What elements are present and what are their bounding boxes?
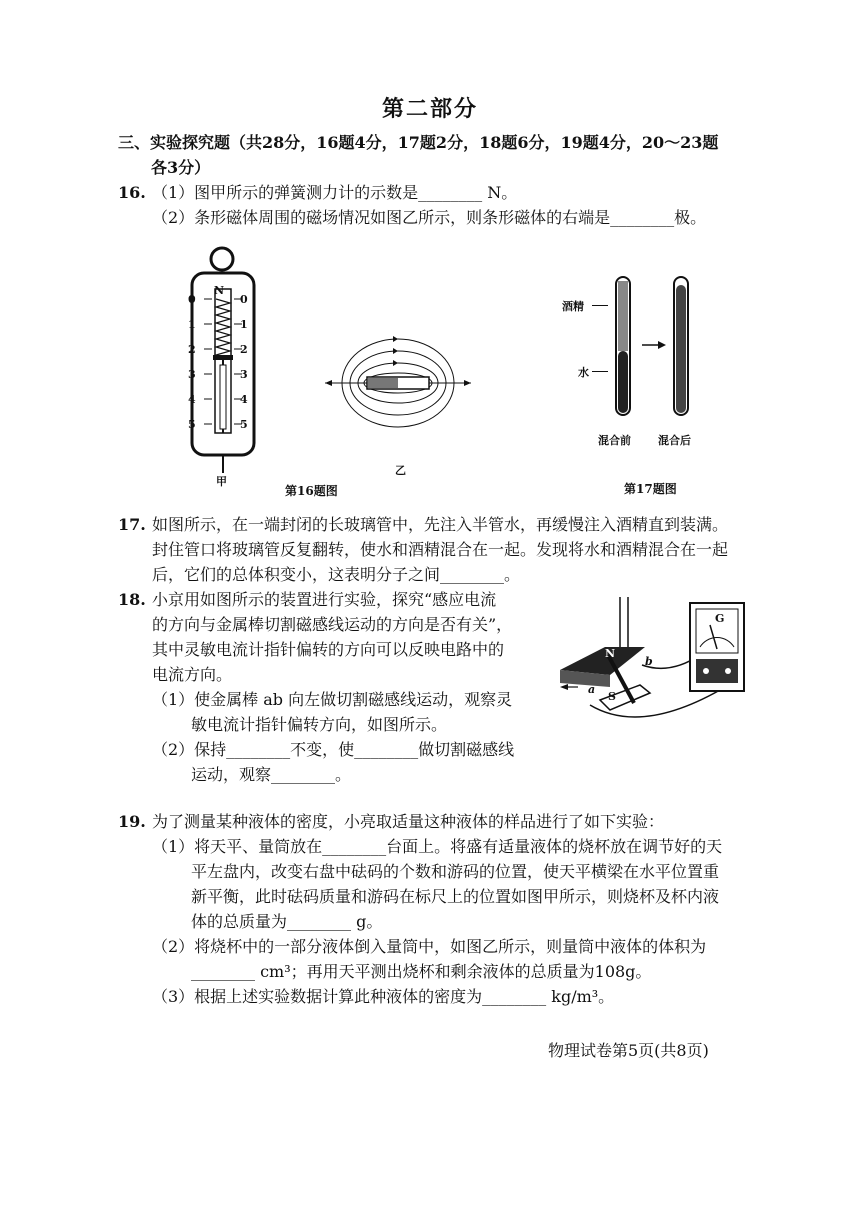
- figure-label-jia: 甲: [216, 475, 227, 488]
- q16-number: 16.: [118, 183, 146, 202]
- q19-part1-line4: 体的总质量为________ g。: [191, 912, 383, 931]
- scale-right-4: 4: [240, 393, 248, 406]
- q19-part1-line3: 新平衡，此时砝码质量和游码在标尺上的位置如图甲所示，则烧杯及杯内液: [191, 887, 720, 906]
- q18-line1: 小京用如图所示的装置进行实验，探究“感应电流: [152, 590, 497, 609]
- scale-right-0: 0: [240, 293, 248, 306]
- q19-number: 19.: [118, 812, 146, 831]
- q17-number: 17.: [118, 515, 146, 534]
- scale-left-4: 4: [188, 393, 196, 406]
- label-before: 混合前: [598, 434, 631, 447]
- q19-part1-line2: 平左盘内，改变右盘中砝码的个数和游码的位置，使天平横梁在水平位置重: [191, 862, 720, 881]
- magnet-N-label: N: [605, 647, 616, 660]
- q19-part2-line1: （2）将烧杯中的一部分液体倒入量筒中，如图乙所示，则量筒中液体的体积为: [152, 937, 707, 956]
- scale-left-5: 5: [188, 418, 196, 431]
- q19-part2-line2: ________ cm³；再用天平测出烧杯和剩余液体的总质量为108g。: [191, 962, 652, 981]
- q18-line2: 的方向与金属棒切割磁感线运动的方向是否有关”，: [152, 615, 513, 634]
- tubes-figure: [610, 275, 710, 425]
- q18-step1a: （1）使金属棒 ab 向左做切割磁感线运动，观察灵: [152, 690, 513, 709]
- q16-part1: （1）图甲所示的弹簧测力计的示数是________ N。: [152, 183, 518, 202]
- rod-end-a-label: a: [588, 683, 596, 696]
- label-water: 水: [578, 366, 589, 379]
- scale-right-5: 5: [240, 418, 248, 431]
- water-leader-line: [592, 371, 608, 372]
- page-title: 第二部分: [381, 96, 478, 122]
- q17-line3: 后，它们的总体积变小，这表明分子之间________。: [152, 565, 521, 584]
- q19-intro: 为了测量某种液体的密度，小亮取适量这种液体的样品进行了如下实验：: [152, 812, 665, 831]
- q18-line3: 其中灵敏电流计指针偏转的方向可以反映电路中的: [152, 640, 505, 659]
- scale-left-2: 2: [188, 343, 196, 356]
- q19-part3: （3）根据上述实验数据计算此种液体的密度为________ kg/m³。: [152, 987, 615, 1006]
- alcohol-leader-line: [592, 305, 608, 306]
- page-footer: 物理试卷第5页(共8页): [548, 1041, 709, 1060]
- scale-left-1: 1: [188, 318, 196, 331]
- q17-line1: 如图所示，在一端封闭的长玻璃管中，先注入半管水，再缓慢注入酒精直到装满。: [152, 515, 729, 534]
- scale-left-0: 0: [188, 293, 196, 306]
- label-alcohol: 酒精: [562, 300, 584, 313]
- figure-label-yi: 乙: [395, 464, 406, 477]
- q18-number: 18.: [118, 590, 146, 609]
- scale-right-1: 1: [240, 318, 248, 331]
- section-heading: 三、实验探究题（共28分，16题4分，17题2分，18题6分，19题4分，20～23题: [118, 133, 719, 152]
- scale-right-2: 2: [240, 343, 248, 356]
- label-after: 混合后: [658, 434, 691, 447]
- bar-magnet-field-figure: [323, 328, 473, 438]
- galvanometer-G-label: G: [715, 612, 725, 625]
- magnet-S-label: S: [608, 690, 616, 703]
- rod-end-b-label: b: [645, 655, 653, 668]
- spring-scale-figure: [180, 245, 270, 485]
- q16-part2: （2）条形磁体周围的磁场情况如图乙所示，则条形磁体的右端是________极。: [152, 208, 707, 227]
- q17-line2: 封住管口将玻璃管反复翻转，使水和酒精混合在一起。发现将水和酒精混合在一起: [152, 540, 729, 559]
- q18-line4: 电流方向。: [152, 665, 233, 684]
- scale-unit-label: N: [214, 284, 225, 297]
- scale-left-3: 3: [188, 368, 196, 381]
- q18-step2a: （2）保持________不变，使________做切割磁感线: [152, 740, 515, 759]
- q18-step2b: 运动，观察________。: [191, 765, 352, 784]
- fig16-caption: 第16题图: [285, 484, 338, 498]
- scale-right-3: 3: [240, 368, 248, 381]
- q19-part1-line1: （1）将天平、量筒放在________台面上。将盛有适量液体的烧杯放在调节好的天: [152, 837, 723, 856]
- fig17-caption: 第17题图: [624, 482, 677, 496]
- section-heading-cont: 各3分）: [151, 158, 211, 177]
- q18-step1b: 敏电流计指针偏转方向，如图所示。: [191, 715, 448, 734]
